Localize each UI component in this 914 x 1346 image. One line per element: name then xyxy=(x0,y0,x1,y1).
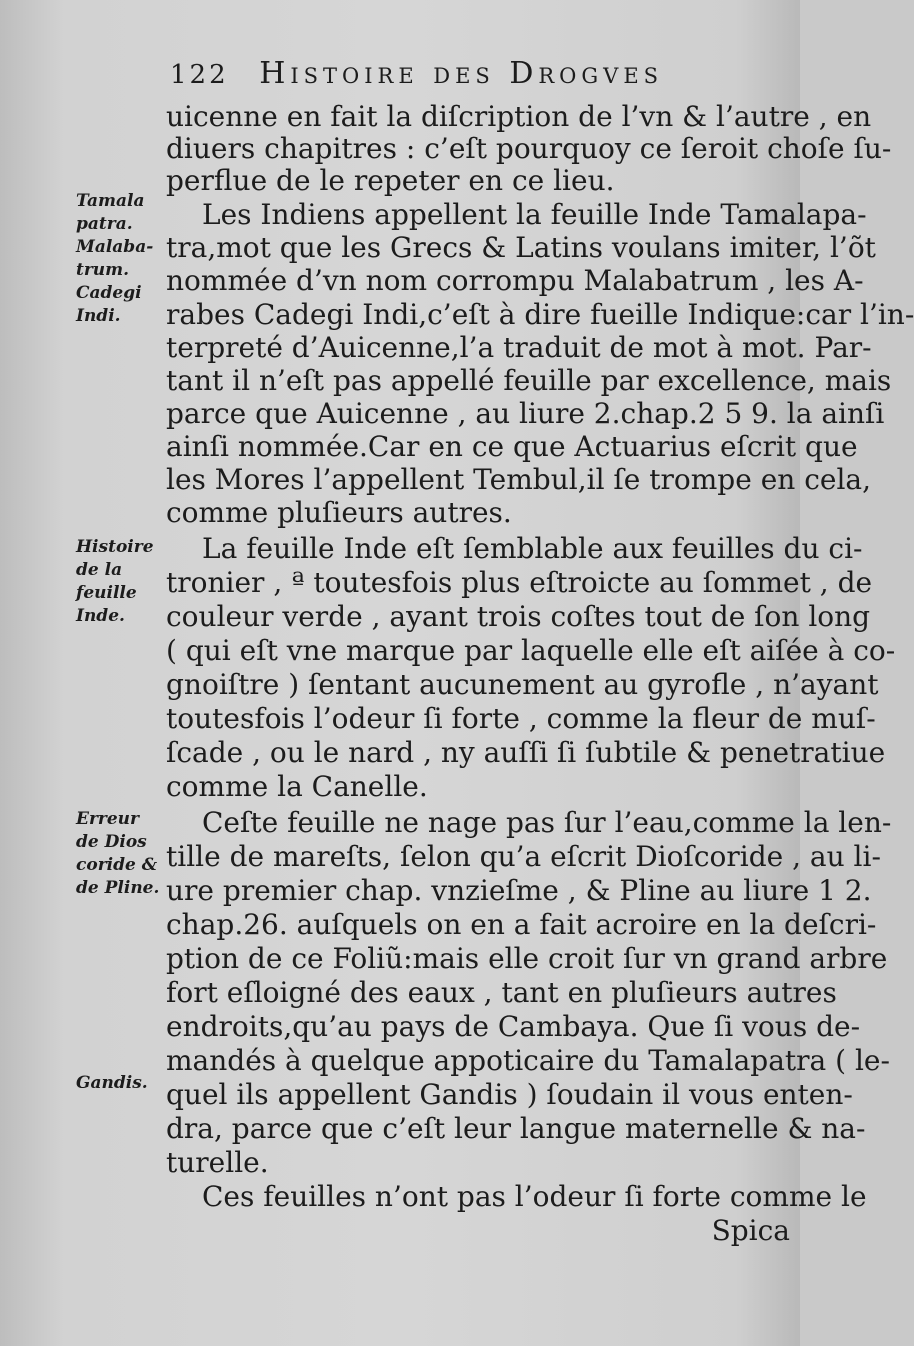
text-line: Ces feuilles n’ont pas l’odeur ſi forte comme le xyxy=(202,1180,867,1213)
page-number: 122 xyxy=(170,60,229,90)
margin-line: coride & xyxy=(76,855,158,875)
margin-line: patra. xyxy=(76,214,133,234)
margin-line: Inde. xyxy=(76,606,125,626)
running-header xyxy=(170,56,750,96)
text-line: ainſi nommée.Car en ce que Actuarius eſcrit que xyxy=(166,430,858,463)
catchword: Spica xyxy=(711,1214,790,1247)
text-line: parce que Auicenne , au liure 2.chap.2 5 9. la ainſi xyxy=(166,397,885,430)
margin-note-gandis xyxy=(76,1072,166,1095)
text-line: chap.26. auſquels on en a fait acroire en la deſcri- xyxy=(166,908,877,941)
text-line: turelle. xyxy=(166,1146,269,1179)
text-line: nommée d’vn nom corrompu Malabatrum , les A- xyxy=(166,264,864,297)
text-line: dra, parce que c’eſt leur langue maternelle & na- xyxy=(166,1112,866,1145)
text-line: couleur verde , ayant trois coſtes tout de ſon long xyxy=(166,600,871,633)
text-line: La feuille Inde eſt ſemblable aux feuilles du ci- xyxy=(202,532,863,565)
text-line: gnoiſtre ) ſentant aucunement au gyrofle , n’ayant xyxy=(166,668,879,701)
text-line: tille de mareſts, ſelon qu’a eſcrit Dioſcoride , au li- xyxy=(166,840,881,873)
margin-line: de la xyxy=(76,560,123,580)
text-line: ſcade , ou le nard , ny auſſi ſi ſubtile & penetratiue xyxy=(166,736,886,769)
running-title: Histoire des Drogves xyxy=(259,56,664,91)
text-line: comme pluſieurs autres. xyxy=(166,496,512,529)
margin-line: trum. xyxy=(76,260,130,280)
margin-note-erreur xyxy=(76,808,166,900)
text-line: ure premier chap. vnzieſme , & Pline au liure 1 2. xyxy=(166,874,872,907)
text-line: tronier , ª toutesfois plus eſtroicte au ſommet , de xyxy=(166,566,873,599)
margin-line: Erreur xyxy=(76,809,140,829)
text-line: tant il n’eſt pas appellé feuille par excellence, mais xyxy=(166,364,892,397)
text-line: endroits,qu’au pays de Cambaya. Que ſi vous de- xyxy=(166,1010,861,1043)
text-line: ption de ce Foliũ:mais elle croit ſur vn grand arbre xyxy=(166,942,888,975)
text-line: perflue de le repeter en ce lieu. xyxy=(166,164,615,197)
margin-line: Malaba- xyxy=(76,237,154,257)
margin-line: de Dios xyxy=(76,832,147,852)
text-line: terpreté d’Auicenne,l’a traduit de mot à mot. Par- xyxy=(166,331,872,364)
text-line: toutesfois l’odeur ſi forte , comme la fleur de muſ- xyxy=(166,702,876,735)
text-line: diuers chapitres : c’eſt pourquoy ce ſeroit choſe ſu- xyxy=(166,132,892,165)
margin-line: feuille xyxy=(76,583,137,603)
margin-line: Histoire xyxy=(76,537,154,557)
margin-note-tamalapatra xyxy=(76,190,166,328)
text-line: rabes Cadegi Indi,c’eſt à dire fueille Indique:car l’in- xyxy=(166,298,914,331)
margin-line: Indi. xyxy=(76,306,121,326)
text-line: quel ils appellent Gandis ) ſoudain il vous enten- xyxy=(166,1078,853,1111)
text-line: ( qui eſt vne marque par laquelle elle eſt aiſée à co- xyxy=(166,634,896,667)
text-line: tra,mot que les Grecs & Latins voulans imiter, l’õt xyxy=(166,231,876,264)
text-line: Ceſte feuille ne nage pas ſur l’eau,comme la len- xyxy=(202,806,892,839)
margin-line: Tamala xyxy=(76,191,145,211)
text-line: comme la Canelle. xyxy=(166,770,428,803)
margin-line: Cadegi xyxy=(76,283,142,303)
text-line: mandés à quelque appoticaire du Tamalapatra ( le- xyxy=(166,1044,890,1077)
margin-note-histoire xyxy=(76,536,166,628)
text-line: les Mores l’appellent Tembul,il ſe trompe en cela, xyxy=(166,463,872,496)
margin-line: de Pline. xyxy=(76,878,160,898)
text-line: fort eſloigné des eaux , tant en pluſieurs autres xyxy=(166,976,837,1009)
margin-line: Gandis. xyxy=(76,1073,148,1093)
text-line: uicenne en fait la diſcription de l’vn & l’autre , en xyxy=(166,100,872,133)
text-line: Les Indiens appellent la feuille Inde Tamalapa- xyxy=(202,198,867,231)
